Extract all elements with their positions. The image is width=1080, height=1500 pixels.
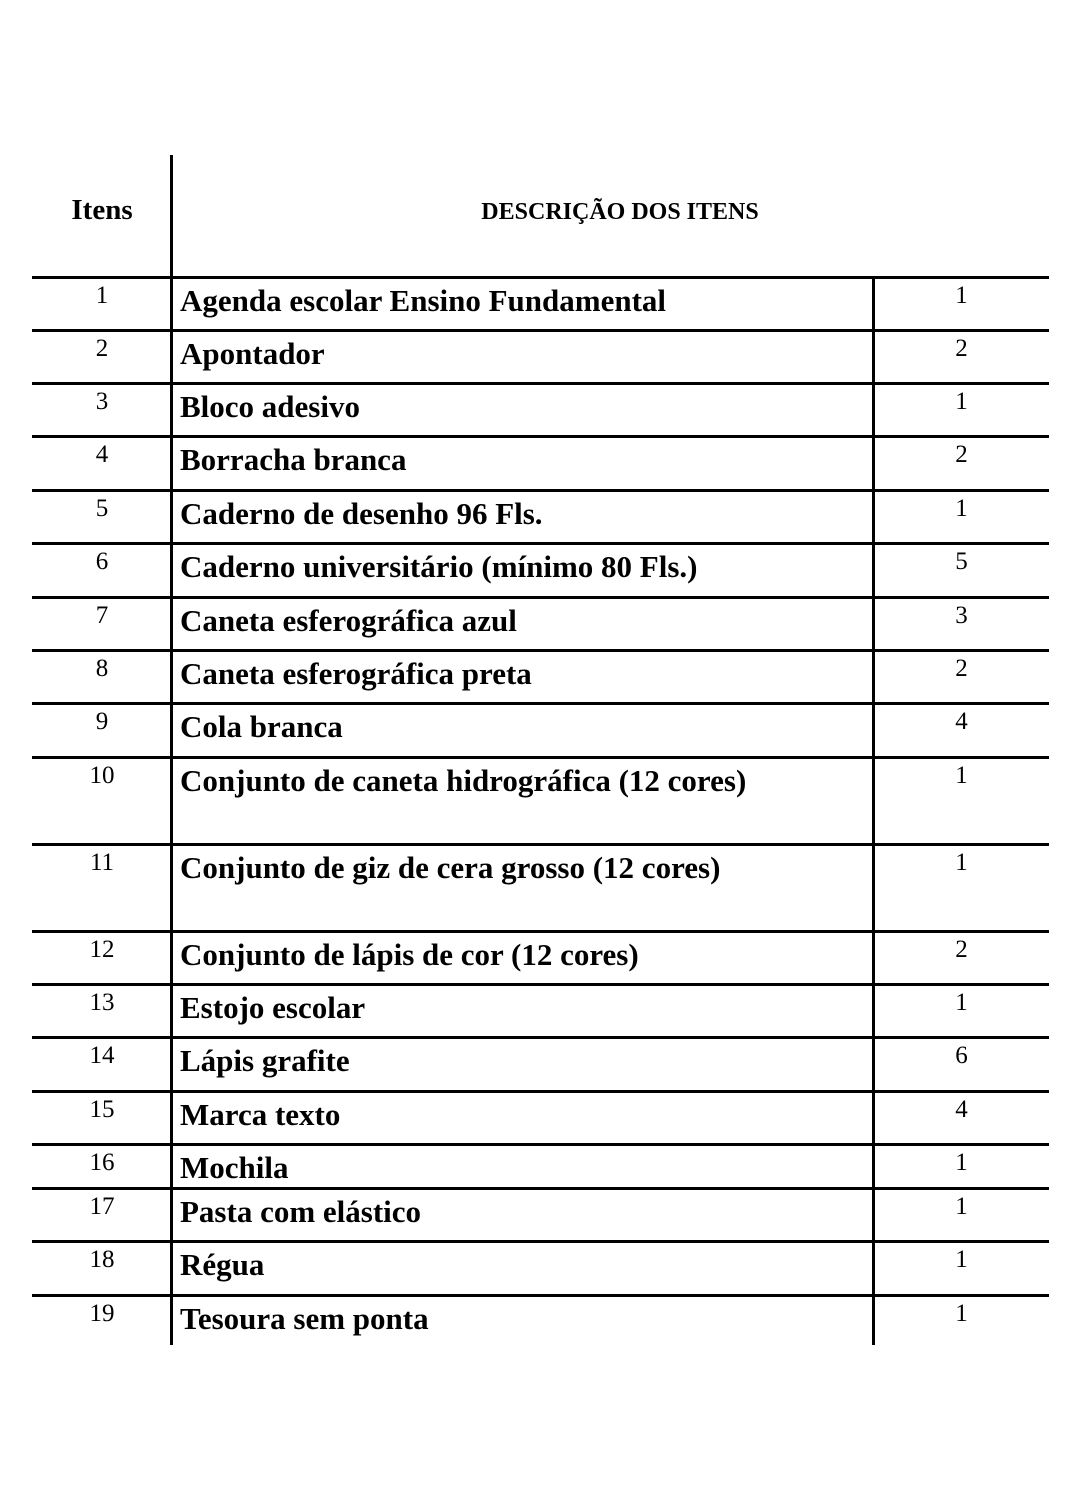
- item-description: Caneta esferográfica azul: [180, 603, 517, 638]
- item-number: 7: [95, 602, 109, 629]
- item-description: Tesoura sem ponta: [180, 1301, 429, 1336]
- item-description: Agenda escolar Ensino Fundamental: [180, 283, 667, 318]
- row-divider: [32, 1294, 1049, 1297]
- header-description: DESCRIÇÃO DOS ITENS: [481, 199, 759, 225]
- row-divider: [32, 276, 1049, 279]
- item-quantity: 6: [955, 1042, 968, 1069]
- item-quantity: 4: [955, 708, 968, 735]
- item-number: 10: [89, 762, 115, 789]
- item-number: 8: [95, 655, 109, 682]
- item-number: 6: [95, 548, 109, 575]
- item-number: 2: [95, 335, 109, 362]
- item-quantity: 2: [955, 655, 968, 682]
- item-number: 9: [95, 708, 109, 735]
- item-quantity: 1: [955, 762, 968, 789]
- item-number: 12: [89, 936, 115, 963]
- row-divider: [32, 329, 1049, 332]
- row-divider: [32, 1143, 1049, 1146]
- item-quantity: 2: [955, 335, 968, 362]
- item-number: 18: [89, 1246, 115, 1273]
- row-divider: [32, 1240, 1049, 1243]
- item-quantity: 1: [955, 1149, 968, 1176]
- item-quantity: 1: [955, 282, 968, 309]
- item-description: Mochila: [180, 1150, 289, 1185]
- row-divider: [32, 1090, 1049, 1093]
- item-number: 15: [89, 1096, 115, 1123]
- item-number: 11: [89, 849, 115, 876]
- item-number: 1: [95, 282, 109, 309]
- item-quantity: 1: [955, 1300, 968, 1327]
- row-divider: [32, 435, 1049, 438]
- item-quantity: 1: [955, 1246, 968, 1273]
- item-description: Apontador: [180, 336, 325, 371]
- item-number: 16: [89, 1149, 115, 1176]
- row-divider: [32, 382, 1049, 385]
- item-description: Conjunto de caneta hidrográfica (12 cores): [180, 763, 747, 798]
- row-divider: [32, 1036, 1049, 1039]
- item-quantity: 1: [955, 495, 968, 522]
- item-quantity: 5: [955, 548, 968, 575]
- item-number: 17: [89, 1193, 115, 1220]
- item-description: Borracha branca: [180, 442, 407, 477]
- row-divider: [32, 702, 1049, 705]
- item-description: Caderno universitário (mínimo 80 Fls.): [180, 549, 698, 584]
- item-description: Lápis grafite: [180, 1043, 350, 1078]
- item-description: Bloco adesivo: [180, 389, 360, 424]
- item-description: Estojo escolar: [180, 990, 366, 1025]
- item-description: Caderno de desenho 96 Fls.: [180, 496, 543, 531]
- item-description: Cola branca: [180, 709, 343, 744]
- item-description: Conjunto de lápis de cor (12 cores): [180, 937, 639, 972]
- item-number: 3: [95, 388, 109, 415]
- item-description: Conjunto de giz de cera grosso (12 cores): [180, 850, 721, 885]
- item-number: 14: [89, 1042, 115, 1069]
- row-divider: [32, 542, 1049, 545]
- row-divider: [32, 596, 1049, 599]
- row-divider: [32, 843, 1049, 846]
- row-divider: [32, 983, 1049, 986]
- item-number: 5: [95, 495, 109, 522]
- row-divider: [32, 649, 1049, 652]
- row-divider: [32, 489, 1049, 492]
- item-quantity: 2: [955, 441, 968, 468]
- item-description: Marca texto: [180, 1097, 341, 1132]
- item-description: Pasta com elástico: [180, 1194, 422, 1229]
- item-quantity: 1: [955, 849, 968, 876]
- item-number: 19: [89, 1300, 115, 1327]
- row-divider: [32, 930, 1049, 933]
- item-description: Caneta esferográfica preta: [180, 656, 532, 691]
- item-number: 13: [89, 989, 115, 1016]
- item-quantity: 1: [955, 989, 968, 1016]
- item-quantity: 1: [955, 1193, 968, 1220]
- row-divider: [32, 756, 1049, 759]
- header-itens: Itens: [71, 194, 133, 226]
- item-number: 4: [95, 441, 109, 468]
- item-quantity: 1: [955, 388, 968, 415]
- item-description: Régua: [180, 1247, 265, 1282]
- item-quantity: 3: [955, 602, 968, 629]
- row-divider: [32, 1187, 1049, 1190]
- item-quantity: 2: [955, 936, 968, 963]
- item-quantity: 4: [955, 1096, 968, 1123]
